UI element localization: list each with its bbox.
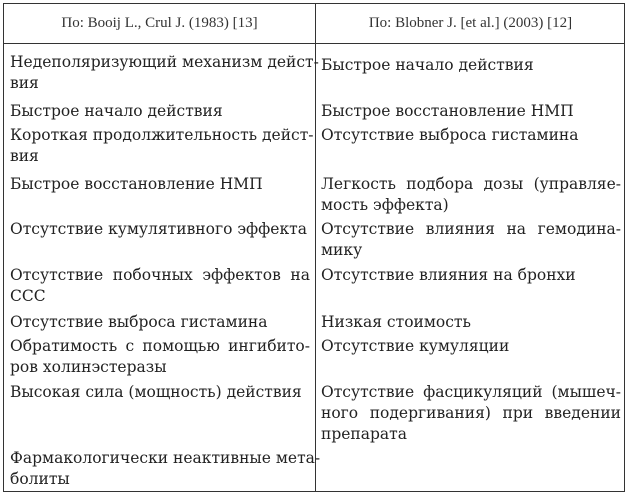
left-cell-nondepolarizing	[10, 52, 319, 94]
cell-line: ССС	[10, 287, 46, 305]
left-cell-reversibility	[10, 336, 310, 378]
cell-line: вия	[10, 74, 39, 92]
cell-line: ного подергивания) при введении	[321, 404, 621, 422]
cell-line: Быстрое начало действия	[10, 102, 223, 120]
left-cell-high-potency	[10, 382, 310, 403]
left-cell-inactive-metabolites	[10, 448, 321, 490]
left-cell-no-cumulative	[10, 219, 310, 240]
cell-line: Быстрое восстановление НМП	[10, 175, 263, 193]
right-cell-low-cost	[321, 312, 621, 333]
right-cell-no-histamine	[321, 125, 621, 146]
left-cell-fast-recovery	[10, 174, 310, 195]
right-cell-no-fasciculations	[321, 382, 621, 445]
cell-line: Отсутствие выброса гистамина	[321, 126, 579, 144]
cell-line: ров холинэстеразы	[10, 358, 167, 376]
comparison-table	[3, 3, 625, 492]
header-blobner: По: Blobner J. [et al.] (2003) [12]	[368, 15, 573, 31]
right-cell-no-hemodynamics	[321, 219, 621, 261]
cell-line: Легкость подбора дозы (управляе-	[321, 175, 621, 193]
cell-line: Короткая продолжительность дейст-	[10, 126, 314, 144]
cell-line: препарата	[321, 425, 407, 443]
cell-line: Отсутствие влияния на бронхи	[321, 266, 576, 284]
cell-line: болиты	[10, 470, 70, 488]
cell-line: Недеполяризующий механизм дейст-	[10, 53, 319, 71]
right-cell-fast-onset	[321, 55, 621, 76]
cell-line: Высокая сила (мощность) действия	[10, 383, 302, 401]
right-cell-fast-recovery	[321, 101, 621, 122]
cell-line: мику	[321, 241, 363, 259]
cell-line: Обратимость с помощью ингибито-	[10, 337, 310, 355]
left-cell-short-duration	[10, 125, 314, 167]
right-cell-no-bronchi	[321, 265, 621, 286]
right-cell-dose-control	[321, 174, 621, 216]
cell-line: Быстрое начало действия	[321, 56, 534, 74]
cell-line: Отсутствие выброса гистамина	[10, 313, 268, 331]
column-divider	[315, 4, 316, 491]
cell-line: Отсутствие побочных эффектов на	[10, 266, 310, 284]
cell-line: Отсутствие фасцикуляций (мышеч-	[321, 383, 621, 401]
cell-line: Отсутствие кумулятивного эффекта	[10, 220, 307, 238]
left-cell-no-histamine	[10, 312, 310, 333]
cell-line: мость эффекта)	[321, 196, 449, 214]
cell-line: Отсутствие влияния на гемодина-	[321, 220, 621, 238]
cell-line: Фармакологически неактивные мета-	[10, 449, 321, 467]
cell-line: вия	[10, 147, 39, 165]
right-cell-no-cumulation	[321, 336, 621, 357]
cell-line: Быстрое восстановление НМП	[321, 102, 574, 120]
left-cell-no-side-effects	[10, 265, 310, 307]
cell-line: Отсутствие кумуляции	[321, 337, 510, 355]
cell-line: Низкая стоимость	[321, 313, 471, 331]
left-cell-fast-onset	[10, 101, 310, 122]
header-booij-crul: По: Booij L., Crul J. (1983) [13]	[61, 15, 258, 31]
header-divider	[4, 43, 624, 44]
